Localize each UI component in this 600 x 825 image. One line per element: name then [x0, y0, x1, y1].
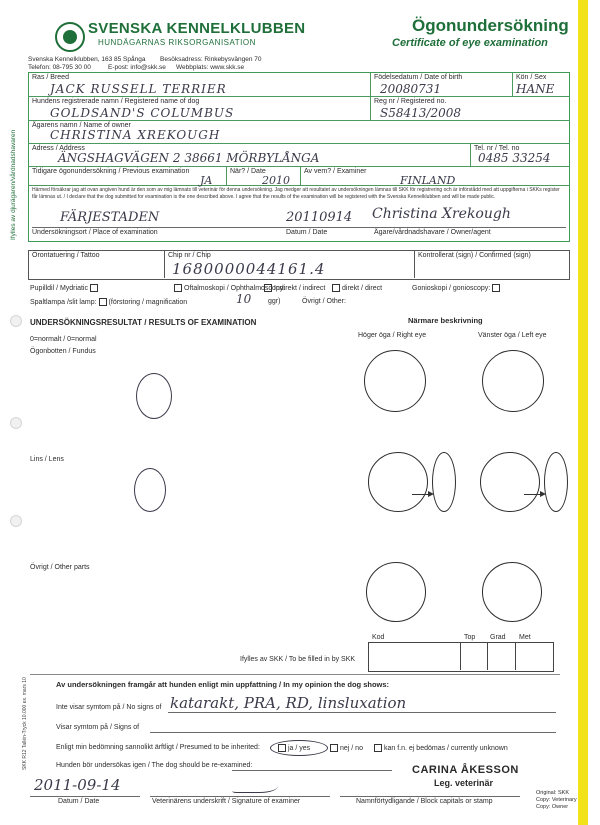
vet-stamp-name: CARINA ÅKESSON	[412, 764, 519, 776]
org-web: Webbplats: www.skk.se	[176, 64, 245, 71]
fundus-right-eye-diagram[interactable]	[364, 350, 426, 412]
footer-date-value[interactable]: 2011-09-14	[34, 776, 121, 794]
prev-exam-value[interactable]: JA	[200, 174, 213, 187]
binder-hole-2	[10, 417, 22, 429]
copy-original: Original: SKK	[536, 790, 570, 796]
owner-label: Ägarens namn / Name of owner	[32, 122, 131, 129]
ggr-label: ggr)	[268, 298, 281, 305]
reg-label: Reg nr / Registered no.	[374, 98, 447, 105]
where-value[interactable]: FINLAND	[400, 174, 456, 187]
direct-label: direkt / direct	[330, 284, 382, 292]
binder-hole-1	[10, 315, 22, 327]
right-eye-label: Höger öga / Right eye	[358, 332, 427, 339]
fundus-label: Ögonbotten / Fundus	[30, 348, 96, 355]
owner-value[interactable]: CHRISTINA XREKOUGH	[50, 128, 221, 142]
exam-date-label: Datum / Date	[286, 229, 328, 236]
slit-label: Spaltlampa /slit lamp: (förstoring / magnification	[30, 298, 188, 306]
sex-label: Kön / Sex	[516, 74, 547, 81]
title-en: Certificate of eye examination	[392, 37, 548, 49]
yes-circled-mark	[270, 740, 328, 756]
lens-drawn-circle	[134, 468, 166, 512]
title-sv: Ögonundersökning	[412, 16, 569, 35]
vet-stamp-title: Leg. veterinär	[434, 778, 494, 788]
org-subtitle: HUNDÄGARNAS RIKSORGANISATION	[98, 38, 256, 47]
inherited-label: Enligt min bedömning sannolikt ärftligt / Presumed to be inherited:	[56, 744, 260, 751]
other-method-label: Övrigt / Other:	[302, 298, 346, 305]
org-address: Svenska Kennelklubben, 163 85 Spånga	[28, 56, 146, 63]
tel-value[interactable]: 0485 33254	[478, 151, 551, 165]
ophth-checkbox[interactable]	[174, 284, 182, 292]
binder-hole-3	[10, 515, 22, 527]
magnif-value[interactable]: 10	[236, 292, 252, 306]
results-heading: UNDERSÖKNINGSRESULTAT / RESULTS OF EXAMINATION	[30, 318, 257, 327]
tattoo-label: Örontatuering / Tattoo	[32, 252, 100, 259]
indirect-checkbox[interactable]	[264, 284, 272, 292]
unknown-checkbox[interactable]	[374, 744, 382, 752]
skk-filled-label: Ifylles av SKK / To be filled in by SKK	[240, 656, 356, 663]
skk-code-box	[368, 642, 554, 672]
vet-signature-scribble[interactable]	[232, 776, 278, 793]
org-phone: Telefon: 08-795 30 00	[28, 64, 91, 71]
address-label: Adress / Address	[32, 145, 85, 152]
grad-label: Grad	[490, 634, 506, 641]
normal-label: 0=normalt / 0=normal	[30, 336, 97, 343]
when-value[interactable]: 2010	[262, 174, 290, 187]
slit-checkbox[interactable]	[99, 298, 107, 306]
org-visit: Besöksadress: Rinkebysvängen 70	[160, 56, 262, 63]
place-value[interactable]: FÄRJESTADEN	[60, 210, 160, 225]
opinion-heading: Av undersökningen framgår att hunden enligt min uppfattning / In my opinion the dog shows:	[56, 680, 390, 689]
place-label: Undersökningsort / Place of examination	[32, 229, 158, 236]
lens-label: Lins / Lens	[30, 456, 64, 463]
breed-value[interactable]: JACK RUSSELL TERRIER	[50, 82, 227, 96]
chip-value[interactable]: 1680000044161.4	[172, 260, 326, 278]
gonio-label: Gonioskopi / gonioscopy:	[412, 284, 502, 292]
yellow-edge-strip	[578, 0, 588, 825]
dog-name-value[interactable]: GOLDSAND'S COLUMBUS	[50, 106, 235, 120]
opinion-box	[30, 674, 560, 676]
breed-label: Ras / Breed	[32, 74, 69, 81]
no-signs-value[interactable]: katarakt, PRA, RD, linsluxation	[170, 694, 407, 712]
unknown-option: kan f.n. ej bedömas / currently unknown	[372, 744, 508, 752]
skk-logo	[55, 22, 85, 52]
reg-value[interactable]: S58413/2008	[380, 106, 461, 120]
met-label: Met	[519, 634, 531, 641]
where-label: Av vem? / Examiner	[304, 168, 367, 175]
lens-left-side-diagram[interactable]	[544, 452, 568, 512]
pupil-checkbox[interactable]	[90, 284, 98, 292]
org-name: SVENSKA KENNELKLUBBEN	[88, 20, 306, 37]
dob-label: Födelsedatum / Date of birth	[374, 74, 463, 81]
signs-label: Visar symtom på / Signs of	[56, 724, 140, 731]
gonio-checkbox[interactable]	[492, 284, 500, 292]
side-label: Ifylles av djurägaren/vårdnadshavaren	[10, 129, 17, 240]
desc-label: Närmare beskrivning	[408, 316, 483, 325]
pupil-label: Pupilldil / Mydriatic	[30, 284, 100, 292]
dog-name-label: Hundens registrerade namn / Registered name of dog	[32, 98, 200, 105]
reexam-label: Hunden bör undersökas igen / The dog should be re-examined:	[56, 762, 253, 769]
kod-label: Kod	[372, 634, 385, 641]
other-right-eye-diagram[interactable]	[366, 562, 426, 622]
left-eye-label: Vänster öga / Left eye	[478, 332, 547, 339]
fundus-drawn-circle	[136, 373, 172, 419]
address-value[interactable]: ÄNGSHAGVÄGEN 2 38661 MÖRBYLÅNGA	[58, 151, 320, 165]
prev-exam-label: Tidigare ögonundersökning / Previous examination	[32, 168, 190, 175]
fundus-left-eye-diagram[interactable]	[482, 350, 544, 412]
copy-owner: Copy: Owner	[536, 804, 569, 810]
block-capitals-label: Namnförtydligande / Block capitals or stamp	[356, 798, 493, 805]
dob-value[interactable]: 20080731	[380, 82, 442, 96]
when-label: När? / Date	[230, 168, 266, 175]
vet-signature-label: Veterinärens underskrift / Signature of examiner	[152, 798, 301, 805]
lens-left-front-diagram[interactable]	[480, 452, 540, 512]
other-parts-label: Övrigt / Other parts	[30, 564, 90, 571]
print-code: SKK R12 Tallén-Tryck 10.000 ex. mars 10	[22, 677, 28, 770]
lens-right-front-diagram[interactable]	[368, 452, 428, 512]
org-email: E-post: info@skk.se	[108, 64, 166, 71]
no-option: nej / no	[328, 744, 363, 752]
other-left-eye-diagram[interactable]	[482, 562, 542, 622]
declaration-text: Härmed försäkrar jag att ovan angiven hund är den som av mig lämnats till veterinär för denna undersökning. Jag medger att resultatet av undersökningen lämnas till SKK för registrering och är införstådd med att uppgifterna i SKKs register får lämnas ut. / I declare that the dog submitted for examination is the one described above. I agree that the results of the examination will be registered with the Svenska Kennelklubben and will be made public.	[32, 187, 560, 200]
direct-checkbox[interactable]	[332, 284, 340, 292]
owner-signature[interactable]: Christina Xrekough	[372, 206, 511, 222]
chip-label: Chip nr / Chip	[168, 252, 211, 259]
indirect-label: Indirekt / indirect	[262, 284, 325, 292]
sex-value[interactable]: HANE	[516, 82, 555, 96]
top-label: Top	[464, 634, 476, 641]
confirmed-label: Kontrollerat (sign) / Confirmed (sign)	[418, 252, 531, 259]
no-signs-label: Inte visar symtom på / No signs of	[56, 704, 162, 711]
footer-date-label: Datum / Date	[58, 798, 100, 805]
ophth-label: Oftalmoskopi / Ophthalmoscopy:	[172, 284, 285, 292]
exam-date-value[interactable]: 20110914	[286, 210, 353, 225]
signature-label: Ägare/vårdnadshavare / Owner/agent	[374, 229, 491, 236]
yes-option: ja / yes	[276, 744, 310, 752]
lens-right-side-diagram[interactable]	[432, 452, 456, 512]
no-checkbox[interactable]	[330, 744, 338, 752]
copy-veterinary: Copy: Veterinary	[536, 797, 577, 803]
tel-label: Tel. nr / Tel. no	[474, 145, 520, 152]
